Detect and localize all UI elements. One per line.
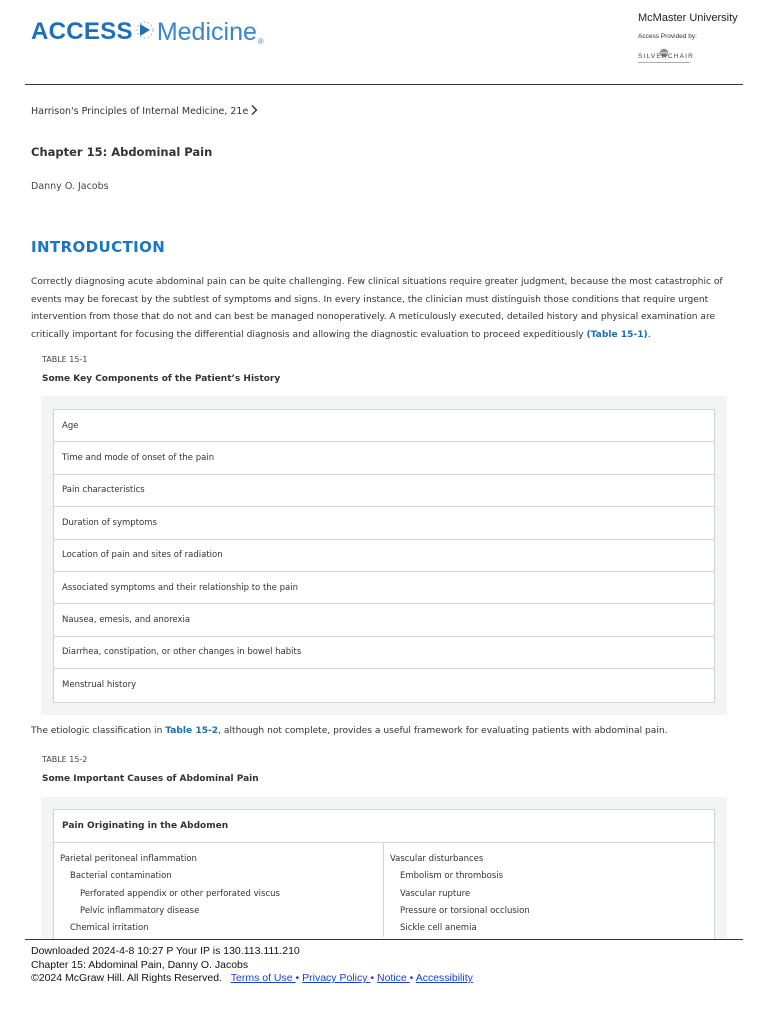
provider-name: SILVERCHAIR [638, 53, 695, 60]
table-1-label: TABLE 15-1 [42, 355, 88, 364]
logo-access-text: ACCESS [31, 18, 133, 45]
download-info: Downloaded 2024-4-8 10:27 P Your IP is 130.113.111.210 [31, 945, 300, 957]
table-row: Diarrhea, constipation, or other changes in bowel habits [54, 637, 714, 669]
citation-line: Chapter 15: Abdominal Pain, Danny O. Jacobs [31, 958, 249, 971]
accessibility-link[interactable]: Accessibility [415, 972, 473, 984]
table-1-title: Some Key Components of the Patient’s History [42, 374, 281, 384]
table-row: Pain characteristics [54, 475, 714, 507]
list-item: Vascular rupture [400, 888, 471, 899]
table-row: Age [54, 410, 714, 442]
table-row: Nausea, emesis, and anorexia [54, 604, 714, 636]
table-2-left-column [54, 843, 384, 937]
para2-before: The etiologic classification in [31, 726, 166, 736]
author-name: Danny O. Jacobs [31, 181, 109, 192]
chapter-title: Chapter 15: Abdominal Pain [31, 145, 213, 159]
list-item: Chemical irritation [70, 923, 149, 934]
provider-divider [638, 62, 690, 63]
table-1-container [41, 396, 727, 715]
table-2-title: Some Important Causes of Abdominal Pain [42, 774, 259, 784]
breadcrumb[interactable] [31, 104, 258, 119]
table-row: Associated symptoms and their relationship to the pain [54, 572, 714, 604]
separator: • [370, 972, 375, 984]
table-2-body [54, 843, 714, 937]
separator: • [295, 972, 300, 984]
list-item: Pelvic inflammatory disease [80, 905, 200, 916]
list-item: Perforated appendix or other perforated viscus [80, 888, 280, 899]
table-2-label: TABLE 15-2 [42, 755, 88, 764]
breadcrumb-book-title[interactable]: Harrison's Principles of Internal Medicine, 21e [31, 106, 249, 117]
list-item: Bacterial contamination [70, 871, 172, 882]
privacy-policy-link[interactable]: Privacy Policy [302, 972, 371, 984]
chevron-right-icon [250, 104, 258, 119]
logo-medicine-text: Medicine [156, 17, 257, 46]
logo-arrow-icon [136, 13, 154, 51]
page-footer [31, 945, 473, 986]
list-item: Pressure or torsional occlusion [400, 905, 530, 916]
list-item: Embolism or thrombosis [400, 871, 504, 882]
separator: • [409, 972, 414, 984]
table-2-right-column [384, 843, 714, 937]
accessmedicine-logo[interactable] [31, 12, 264, 52]
section-heading-introduction: INTRODUCTION [31, 238, 166, 256]
list-item: Parietal peritoneal inflammation [60, 854, 197, 864]
copyright-line [31, 972, 473, 986]
table-2-header: Pain Originating in the Abdomen [54, 810, 714, 843]
intro-text: Correctly diagnosing acute abdominal pain can be quite challenging. Few clinical situations require greater judgment, because the most catastrophic of events may be forecast by the subtlest of symptoms and signs. In every instance, the clinician must distinguish those conditions that require urgent intervention from those that do not and can best be managed nonoperatively. A meticulously executed, detailed history and physical examination are critically important for focusing the differential diagnosis and allowing the diagnostic evaluation to proceed expeditiously [31, 277, 723, 340]
notice-link[interactable]: Notice [376, 972, 410, 984]
table-15-2-link[interactable]: Table 15-2 [165, 726, 219, 736]
logo-registered-mark: ® [257, 37, 264, 46]
table-row: Time and mode of onset of the pain [54, 442, 714, 474]
table-2-container [41, 797, 727, 939]
list-item: Vascular disturbances [390, 854, 484, 864]
table-2 [53, 809, 715, 939]
table-row: Menstrual history [62, 680, 137, 691]
institution-name: McMaster University [638, 12, 738, 24]
table-row: Location of pain and sites of radiation [54, 540, 714, 572]
header-divider [25, 84, 743, 85]
page-header [0, 0, 768, 85]
access-provided-label: Access Provided by: [638, 33, 697, 40]
etiologic-paragraph [31, 726, 668, 736]
table-15-1-link[interactable]: (Table 15-1) [586, 329, 648, 340]
intro-end: . [647, 329, 651, 340]
copyright-text: ©2024 McGraw Hill. All Rights Reserved. [31, 972, 222, 984]
footer-divider [25, 939, 743, 940]
para2-after: , although not complete, provides a useful framework for evaluating patients with abdominal pain. [218, 726, 668, 736]
terms-of-use-link[interactable]: Terms of Use [230, 972, 296, 984]
table-1 [53, 409, 715, 703]
table-row: Duration of symptoms [54, 507, 714, 539]
intro-paragraph [31, 274, 737, 344]
list-item: Sickle cell anemia [400, 923, 477, 934]
